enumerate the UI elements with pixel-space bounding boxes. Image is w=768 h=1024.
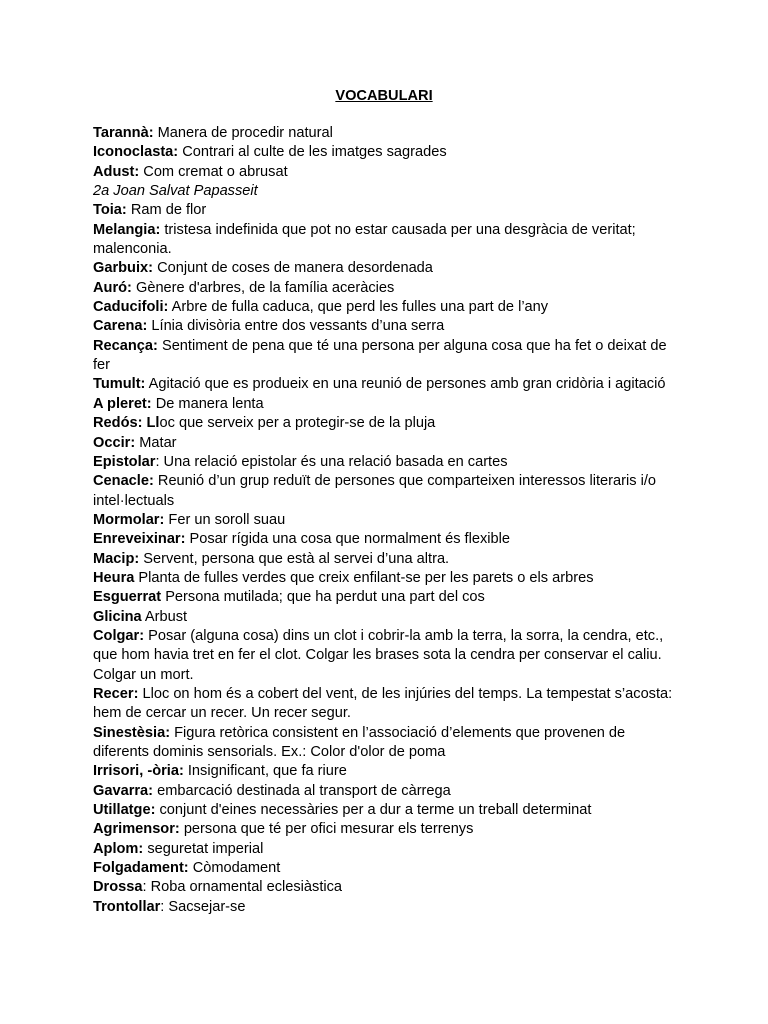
entry-term: Drossa <box>93 879 143 896</box>
vocabulary-entry <box>93 550 683 569</box>
vocabulary-entry <box>93 859 683 878</box>
entry-definition: persona que té per ofici mesurar els terrenys <box>179 821 474 838</box>
entry-definition: Posar (alguna cosa) dins un clot i cobrir-la amb la terra, la sorra, la cendra, etc., que hom havia tret en fer el clot. Colgar les brases sota la cendra per conservar el caliu. Colgar un mort. <box>93 627 664 683</box>
entry-term: Iconoclasta: <box>93 144 179 161</box>
entry-definition: 2a Joan Salvat Papasseit <box>93 183 258 200</box>
entry-definition: Arbre de fulla caduca, que perd les fulles una part de l’any <box>168 299 549 316</box>
entry-term: Irrisori, -òria: <box>93 763 184 780</box>
vocabulary-entry <box>93 375 683 394</box>
vocabulary-entry <box>93 182 683 201</box>
vocabulary-entry <box>93 898 683 917</box>
entry-term: Garbuix: <box>93 260 154 277</box>
entry-definition: Com cremat o abrusat <box>139 163 288 180</box>
document-title: VOCABULARI <box>335 88 433 104</box>
entry-term: Macip: <box>93 550 140 567</box>
entry-term: Redós: Ll <box>93 415 160 432</box>
vocabulary-entry <box>93 840 683 859</box>
entry-term: Heura <box>93 569 135 586</box>
vocabulary-entry <box>93 317 683 336</box>
entry-definition: conjunt d'eines necessàries per a dur a terme un treball determinat <box>155 802 592 819</box>
vocabulary-entry <box>93 608 683 627</box>
vocabulary-entry <box>93 511 683 530</box>
entry-term: Recança: <box>93 337 158 354</box>
vocabulary-entry <box>93 762 683 781</box>
entry-term: Agrimensor: <box>93 821 180 838</box>
entry-definition: tristesa indefinida que pot no estar causada per una desgràcia de veritat; malenconia. <box>93 221 636 258</box>
entry-term: Adust: <box>93 163 140 180</box>
entry-definition: De manera lenta <box>151 395 264 412</box>
vocabulary-entry <box>93 395 683 414</box>
entry-term: Tarannà: <box>93 125 154 141</box>
vocabulary-entry <box>93 434 683 453</box>
entry-term: Folgadament: <box>93 860 189 877</box>
vocabulary-entry <box>93 820 683 839</box>
entry-term: Cenacle: <box>93 473 154 490</box>
entry-definition: Fer un soroll suau <box>164 511 286 528</box>
entry-term: Toia: <box>93 202 127 219</box>
entry-definition: Matar <box>135 434 177 451</box>
entry-term: Melangia: <box>93 221 161 238</box>
entry-definition: Còmodament <box>188 860 281 877</box>
entry-definition: Figura retòrica consistent en l’associació d’elements que provenen de diferents dominis sensorials. Ex.: Color d'olor de poma <box>93 724 626 760</box>
entry-definition: Agitació que es produeix en una reunió de persones amb gran cridòria i agitació <box>145 376 666 393</box>
vocabulary-entry <box>93 685 683 724</box>
vocabulary-entry <box>93 472 683 511</box>
vocabulary-entry <box>93 279 683 298</box>
entry-term: Enreveixinar: <box>93 531 186 548</box>
vocabulary-entry <box>93 530 683 549</box>
vocabulary-entry <box>93 782 683 801</box>
vocabulary-entry <box>93 878 683 897</box>
vocabulary-entry <box>93 801 683 820</box>
vocabulary-entry <box>93 724 683 763</box>
entry-definition: oc que serveix per a protegir-se de la pluja <box>159 415 436 432</box>
entry-term: Esguerrat <box>93 589 162 606</box>
entry-term: Colgar: <box>93 627 145 644</box>
vocabulary-entry <box>93 201 683 220</box>
entry-term: Gavarra: <box>93 782 154 799</box>
entry-definition: Ram de flor <box>126 202 207 219</box>
entry-definition: embarcació destinada al transport de càrrega <box>153 782 451 799</box>
entry-definition: Línia divisòria entre dos vessants d’una serra <box>147 318 445 335</box>
entry-definition: Persona mutilada; que ha perdut una part del cos <box>161 589 485 606</box>
entry-definition: Manera de procedir natural <box>153 125 333 141</box>
vocabulary-list <box>93 124 683 917</box>
entry-definition: Servent, persona que està al servei d’una altra. <box>139 550 450 567</box>
vocabulary-entry <box>93 569 683 588</box>
entry-definition: Conjunt de coses de manera desordenada <box>153 260 433 277</box>
entry-definition: seguretat imperial <box>143 840 264 857</box>
entry-term: Utillatge: <box>93 802 156 819</box>
entry-definition: Contrari al culte de les imatges sagrades <box>178 144 447 161</box>
vocabulary-entry <box>93 259 683 278</box>
vocabulary-entry <box>93 163 683 182</box>
entry-term: Sinestèsia: <box>93 724 171 741</box>
vocabulary-entry <box>93 453 683 472</box>
entry-term: Recer: <box>93 685 139 702</box>
vocabulary-entry <box>93 221 683 260</box>
entry-definition: : Sacsejar-se <box>160 898 246 915</box>
entry-term: Mormolar: <box>93 511 165 528</box>
entry-definition: Arbust <box>141 608 188 625</box>
entry-term: Occir: <box>93 434 136 451</box>
vocabulary-entry <box>93 298 683 317</box>
entry-term: Glicina <box>93 608 142 625</box>
entry-definition: Lloc on hom és a cobert del vent, de les injúries del temps. La tempestat s’acosta: hem de cercar un recer. Un recer segur. <box>93 685 673 722</box>
entry-term: Caducifoli: <box>93 299 169 316</box>
vocabulary-entry <box>93 337 683 376</box>
entry-term: Carena: <box>93 318 148 335</box>
entry-definition: : Roba ornamental eclesiàstica <box>142 879 343 896</box>
entry-term: Trontollar <box>93 898 161 915</box>
entry-definition: Gènere d'arbres, de la família aceràcies <box>131 279 395 296</box>
vocabulary-entry <box>93 414 683 433</box>
entry-term: Tumult: <box>93 376 146 393</box>
entry-definition: Insignificant, que fa riure <box>183 763 347 780</box>
entry-term: Epistolar <box>93 453 156 470</box>
entry-definition: Sentiment de pena que té una persona per alguna cosa que ha fet o deixat de fer <box>93 337 667 374</box>
entry-definition: Planta de fulles verdes que creix enfilant-se per les parets o els arbres <box>134 569 594 586</box>
entry-definition: Reunió d’un grup reduït de persones que comparteixen interessos literaris i/o intel·lectuals <box>93 473 656 509</box>
entry-term: A pleret: <box>93 395 152 412</box>
entry-definition: : Una relació epistolar és una relació basada en cartes <box>155 453 508 470</box>
vocabulary-entry <box>93 627 683 685</box>
entry-term: Aplom: <box>93 840 144 857</box>
entry-term: Auró: <box>93 279 132 296</box>
vocabulary-entry <box>93 588 683 607</box>
vocabulary-entry <box>93 143 683 162</box>
vocabulary-entry <box>93 124 683 143</box>
entry-definition: Posar rígida una cosa que normalment és flexible <box>185 531 510 548</box>
